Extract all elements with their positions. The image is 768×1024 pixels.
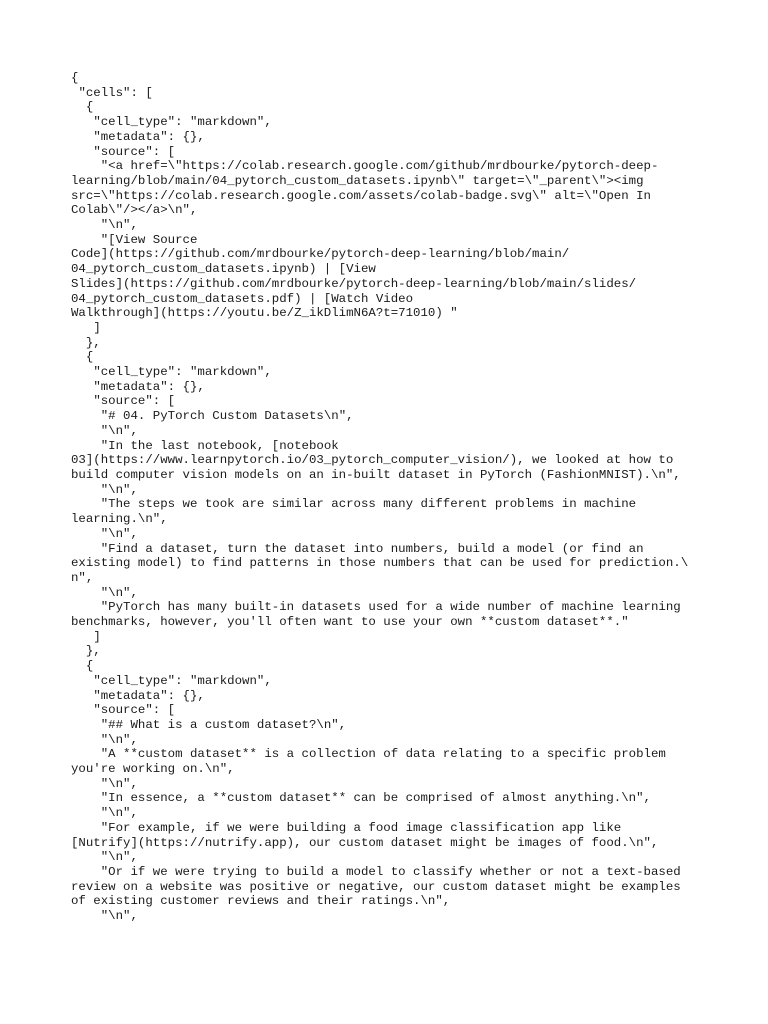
- text-line: "\n",: [71, 776, 138, 791]
- text-line: "cell_type": "markdown",: [71, 365, 272, 380]
- text-line: you're working on.\n",: [71, 762, 235, 777]
- text-line: {: [71, 71, 79, 85]
- text-line: learning.\n",: [71, 512, 168, 527]
- text-line: "source": [: [71, 394, 176, 409]
- text-line: of existing customer reviews and their ratings.\n",: [71, 894, 451, 909]
- text-line: 03](https://www.learnpytorch.io/03_pytorch_computer_vision/), we looked at how to: [71, 453, 674, 468]
- text-line: "source": [: [71, 144, 176, 159]
- text-line: {: [71, 100, 94, 115]
- text-line: "\n",: [71, 732, 138, 747]
- text-line: "## What is a custom dataset?\n",: [71, 717, 347, 732]
- text-line: review on a website was positive or negative, our custom dataset might be examples: [71, 879, 681, 894]
- text-line: "In essence, a **custom dataset** can be comprised of almost anything.\n",: [71, 791, 651, 806]
- text-line: learning/blob/main/04_pytorch_custom_datasets.ipynb\" target=\"_parent\"><img: [71, 173, 644, 188]
- text-line: "metadata": {},: [71, 129, 205, 144]
- text-line: "\n",: [71, 585, 138, 600]
- text-line: benchmarks, however, you'll often want to use your own **custom dataset**.": [71, 615, 629, 630]
- text-line: },: [71, 335, 101, 350]
- text-line: "\n",: [71, 482, 138, 497]
- text-line: "cell_type": "markdown",: [71, 115, 272, 130]
- text-line: "\n",: [71, 526, 138, 541]
- text-line: {: [71, 350, 94, 365]
- text-line: "PyTorch has many built-in datasets used for a wide number of machine learning: [71, 600, 681, 615]
- text-line: "The steps we took are similar across many different problems in machine: [71, 497, 637, 512]
- text-line: "source": [: [71, 703, 176, 718]
- text-line: "Find a dataset, turn the dataset into numbers, build a model (or find an: [71, 541, 644, 556]
- text-line: "A **custom dataset** is a collection of data relating to a specific problem: [71, 747, 666, 762]
- text-line: "<a href=\"https://colab.research.google.com/github/mrdbourke/pytorch-deep-: [71, 159, 659, 174]
- text-line: ]: [71, 320, 101, 335]
- text-line: "metadata": {},: [71, 688, 205, 703]
- text-line: Code](https://github.com/mrdbourke/pytorch-deep-learning/blob/main/: [71, 247, 570, 262]
- notebook-json-text: [71, 71, 701, 924]
- text-line: Slides](https://github.com/mrdbourke/pytorch-deep-learning/blob/main/slides/: [71, 276, 637, 291]
- text-line: "For example, if we were building a food image classification app like: [71, 820, 622, 835]
- text-line: Walkthrough](https://youtu.be/Z_ikDlimN6A?t=71010) ": [71, 306, 458, 321]
- text-line: [Nutrify](https://nutrify.app), our custom dataset might be images of food.\n",: [71, 835, 659, 850]
- text-line: },: [71, 644, 101, 659]
- text-line: 04_pytorch_custom_datasets.ipynb) | [View: [71, 262, 376, 277]
- text-line: {: [71, 659, 94, 674]
- text-line: "\n",: [71, 423, 138, 438]
- text-line: "[View Source: [71, 232, 198, 247]
- text-line: "\n",: [71, 850, 138, 865]
- text-line: "In the last notebook, [notebook: [71, 438, 339, 453]
- text-line: ]: [71, 629, 101, 644]
- text-line: existing model) to find patterns in those numbers that can be used for prediction.\: [71, 556, 689, 571]
- text-line: 04_pytorch_custom_datasets.pdf) | [Watch Video: [71, 291, 414, 306]
- text-line: build computer vision models on an in-built dataset in PyTorch (FashionMNIST).\n",: [71, 467, 681, 482]
- text-line: "\n",: [71, 806, 138, 821]
- text-line: "Or if we were trying to build a model to classify whether or not a text-based: [71, 864, 681, 879]
- text-line: "\n",: [71, 218, 138, 233]
- text-line: "cells": [: [71, 85, 153, 100]
- text-line: Colab\"/></a>\n",: [71, 203, 198, 218]
- text-line: src=\"https://colab.research.google.com/assets/colab-badge.svg\" alt=\"Open In: [71, 188, 651, 203]
- text-line: n",: [71, 570, 94, 585]
- text-line: "cell_type": "markdown",: [71, 673, 272, 688]
- text-line: "# 04. PyTorch Custom Datasets\n",: [71, 409, 354, 424]
- text-line: "metadata": {},: [71, 379, 205, 394]
- text-line: "\n",: [71, 909, 138, 924]
